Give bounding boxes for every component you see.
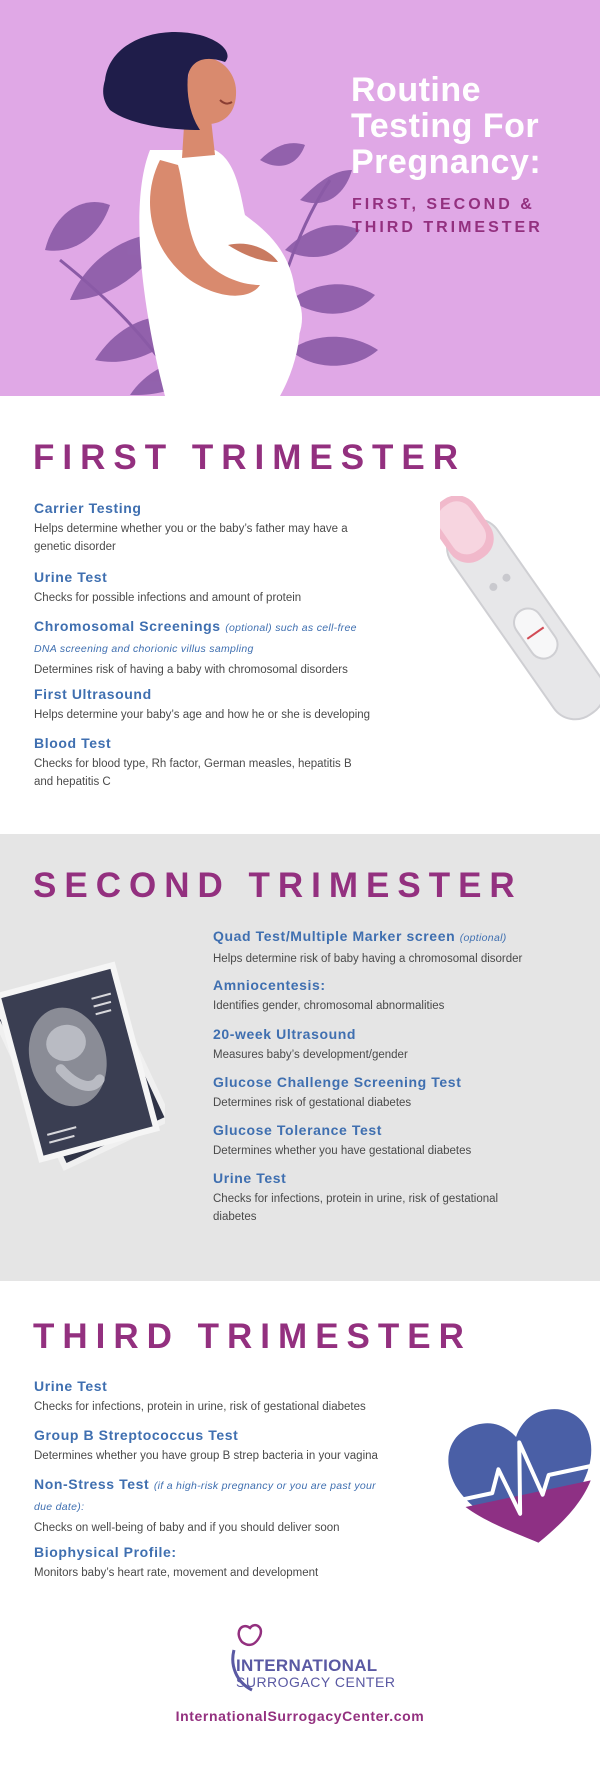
first-trimester-section xyxy=(0,396,600,834)
list-item xyxy=(34,1543,414,1582)
test-note: (if a high-risk pregnancy or you are past your due date): xyxy=(34,1480,376,1513)
logo-text-surrogacy-center: SURROGACY CENTER xyxy=(236,1674,396,1690)
list-item xyxy=(213,1121,573,1160)
list-item xyxy=(34,1377,414,1416)
list-item xyxy=(34,568,374,607)
test-title: Urine Test xyxy=(34,1378,108,1394)
hero-title: Routine Testing For Pregnancy: xyxy=(351,71,542,181)
test-description: Determines whether you have group B strep bacteria in your vagina xyxy=(34,1450,378,1462)
list-item xyxy=(34,617,379,679)
list-item xyxy=(213,927,583,968)
test-description: Helps determine your baby’s age and how he or she is developing xyxy=(34,709,371,721)
test-description: Identifies gender, chromosomal abnormalities xyxy=(213,1000,445,1012)
test-title: Chromosomal Screenings xyxy=(34,618,221,634)
pregnancy-test-icon xyxy=(440,496,600,726)
hero-subtitle: FIRST, SECOND & THIRD TRIMESTER xyxy=(352,196,543,236)
list-item xyxy=(213,976,573,1015)
list-item xyxy=(34,499,374,556)
heartbeat-heart-icon xyxy=(435,1394,600,1564)
second-trimester-heading: SECOND TRIMESTER xyxy=(33,866,523,905)
test-note: (optional) such as cell-free DNA screening and chorionic villus sampling xyxy=(34,622,357,655)
test-description: Checks for infections, protein in urine, risk of gestational diabetes xyxy=(213,1193,499,1223)
test-description: Determines risk of having a baby with chromosomal disorders xyxy=(34,664,348,676)
test-description: Helps determine whether you or the baby’s father may have a genetic disorder xyxy=(34,523,348,553)
test-title: 20-week Ultrasound xyxy=(213,1026,357,1042)
second-trimester-section xyxy=(0,834,600,1281)
ultrasound-photos-icon xyxy=(0,944,165,1189)
list-item xyxy=(213,1073,573,1112)
test-title: Biophysical Profile: xyxy=(34,1544,177,1560)
list-item xyxy=(34,734,369,791)
test-title: Non-Stress Test xyxy=(34,1476,150,1492)
test-title: Urine Test xyxy=(213,1170,287,1186)
third-trimester-heading: THIRD TRIMESTER xyxy=(33,1317,472,1356)
test-title: Glucose Challenge Screening Test xyxy=(213,1074,462,1090)
test-title: Group B Streptococcus Test xyxy=(34,1427,239,1443)
list-item xyxy=(213,1169,533,1226)
list-item xyxy=(34,685,394,724)
test-description: Checks on well-being of baby and if you should deliver soon xyxy=(34,1522,340,1534)
list-item xyxy=(34,1426,414,1465)
test-title: Amniocentesis: xyxy=(213,977,326,993)
test-description: Determines risk of gestational diabetes xyxy=(213,1097,412,1109)
test-description: Helps determine risk of baby having a chromosomal disorder xyxy=(213,953,523,965)
test-description: Measures baby’s development/gender xyxy=(213,1049,408,1061)
test-description: Checks for infections, protein in urine, risk of gestational diabetes xyxy=(34,1401,366,1413)
test-title: Carrier Testing xyxy=(34,500,142,516)
test-title: Urine Test xyxy=(34,569,108,585)
test-title: Blood Test xyxy=(34,735,112,751)
test-description: Monitors baby’s heart rate, movement and development xyxy=(34,1567,319,1579)
test-title: Glucose Tolerance Test xyxy=(213,1122,383,1138)
test-title: Quad Test/Multiple Marker screen xyxy=(213,928,456,944)
test-description: Checks for blood type, Rh factor, German measles, hepatitis B and hepatitis C xyxy=(34,758,352,788)
list-item xyxy=(34,1475,379,1537)
hero-banner xyxy=(0,0,600,396)
list-item xyxy=(213,1025,573,1064)
website-link[interactable]: InternationalSurrogacyCenter.com xyxy=(175,1708,425,1724)
test-description: Determines whether you have gestational diabetes xyxy=(213,1145,472,1157)
test-description: Checks for possible infections and amount of protein xyxy=(34,592,302,604)
first-trimester-heading: FIRST TRIMESTER xyxy=(33,438,467,477)
test-note: (optional) xyxy=(459,932,507,944)
logo-text-international: INTERNATIONAL xyxy=(236,1656,378,1675)
test-title: First Ultrasound xyxy=(34,686,152,702)
